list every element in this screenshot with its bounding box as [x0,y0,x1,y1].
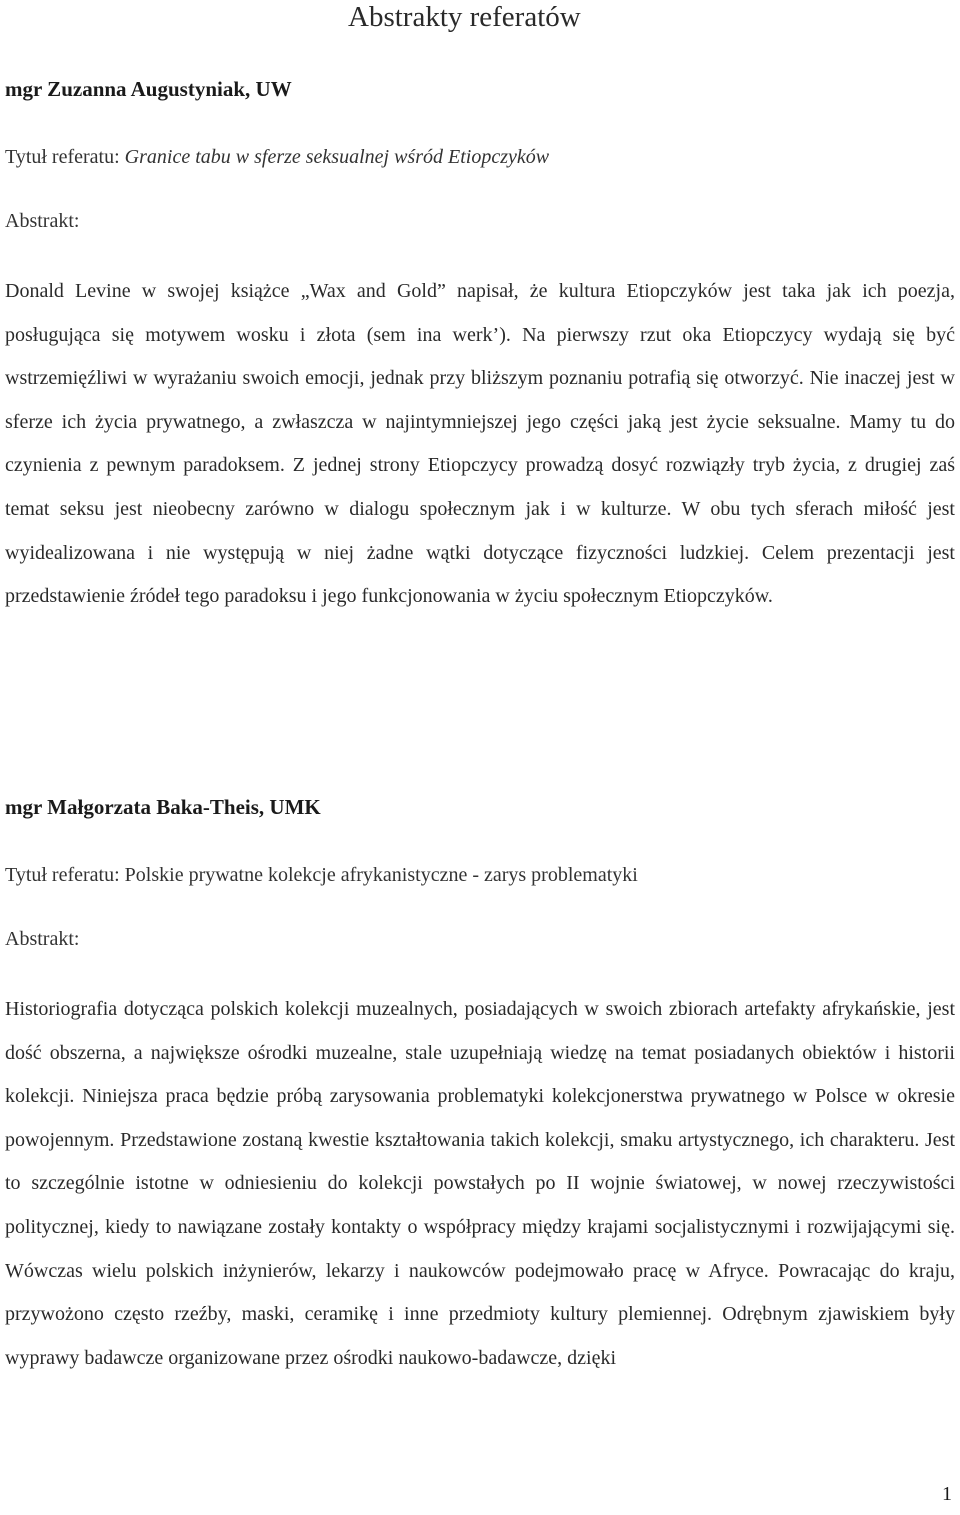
paper-title-line [5,860,957,890]
page-title: Abstrakty referatów [348,1,581,33]
abstract-label: Abstrakt: [5,210,80,232]
paper-title-prefix: Tytuł referatu: [5,146,125,168]
paper-title: Granice tabu w sferze seksualnej wśród Etiopczyków [124,146,550,168]
author-name: mgr Zuzanna Augustyniak, UW [5,77,292,101]
page-number: 1 [942,1483,952,1505]
paper-title-line [5,142,957,172]
author-name: mgr Małgorzata Baka-Theis, UMK [5,795,321,819]
paper-title: Polskie prywatne kolekcje afrykanistyczne - zarys problematyki [124,864,638,886]
paper-title-prefix: Tytuł referatu: [5,864,125,886]
abstract-text: Historiografia dotycząca polskich kolekcji muzealnych, posiadających w swoich zbiorach artefakty afrykańskie, jest dość obszerna, a największe ośrodki muzealne, stale uzupełniają wiedzę na temat posiadanych obiektów i historii kolekcji. Niniejsza praca będzie próbą zarysowania problematyki kolekcjonerstwa prywatnego w Polsce w okresie powojennym. Przedstawione zostaną kwestie kształtowania takich kolekcji, smaku artystycznego, ich charakteru. Jest to szczególnie istotne w odniesieniu do kolekcji powstałych po II wojnie światowej, w nowej rzeczywistości politycznej, kiedy to nawiązane zostały kontakty o współpracy między krajami socjalistycznymi i rozwijającymi się. Wówczas wielu polskich inżynierów, lekarzy i naukowców podejmowało pracę w Afryce. Powracając do kraju, przywożono często rzeźby, maski, ceramikę i inne przedmioty kultury plemiennej. Odrębnym zjawiskiem były wyprawy badawcze organizowane przez ośrodki naukowo-badawcze, dzięki [5,998,955,1369]
abstract-text: Donald Levine w swojej książce „Wax and Gold” napisał, że kultura Etiopczyków jest taka jak ich poezja, posługująca się motywem wosku i złota (sem ina werk’). Na pierwszy rzut oka Etiopczycy wydają się być wstrzemięźliwi w wyrażaniu swoich emocji, jednak przy bliższym poznaniu potrafią się otworzyć. Nie inaczej jest w sferze ich życia prywatnego, a zwłaszcza w najintymniejszej jego części jaką jest życie seksualne. Mamy tu do czynienia z pewnym paradoksem. Z jednej strony Etiopczycy prowadzą dosyć rozwiązły tryb życia, z drugiej zaś temat seksu jest nieobecny zarówno w dialogu społecznym jak i w kulturze. W obu tych sferach miłość jest wyidealizowana i nie występują w niej żadne wątki dotyczące fizyczności ludzkiej. Celem prezentacji jest przedstawienie źródeł tego paradoksu i jego funkcjonowania w życiu społecznym Etiopczyków. [5,280,955,608]
abstract-label: Abstrakt: [5,928,80,950]
abstract-entry [5,74,957,619]
abstract-entry [5,792,957,1380]
